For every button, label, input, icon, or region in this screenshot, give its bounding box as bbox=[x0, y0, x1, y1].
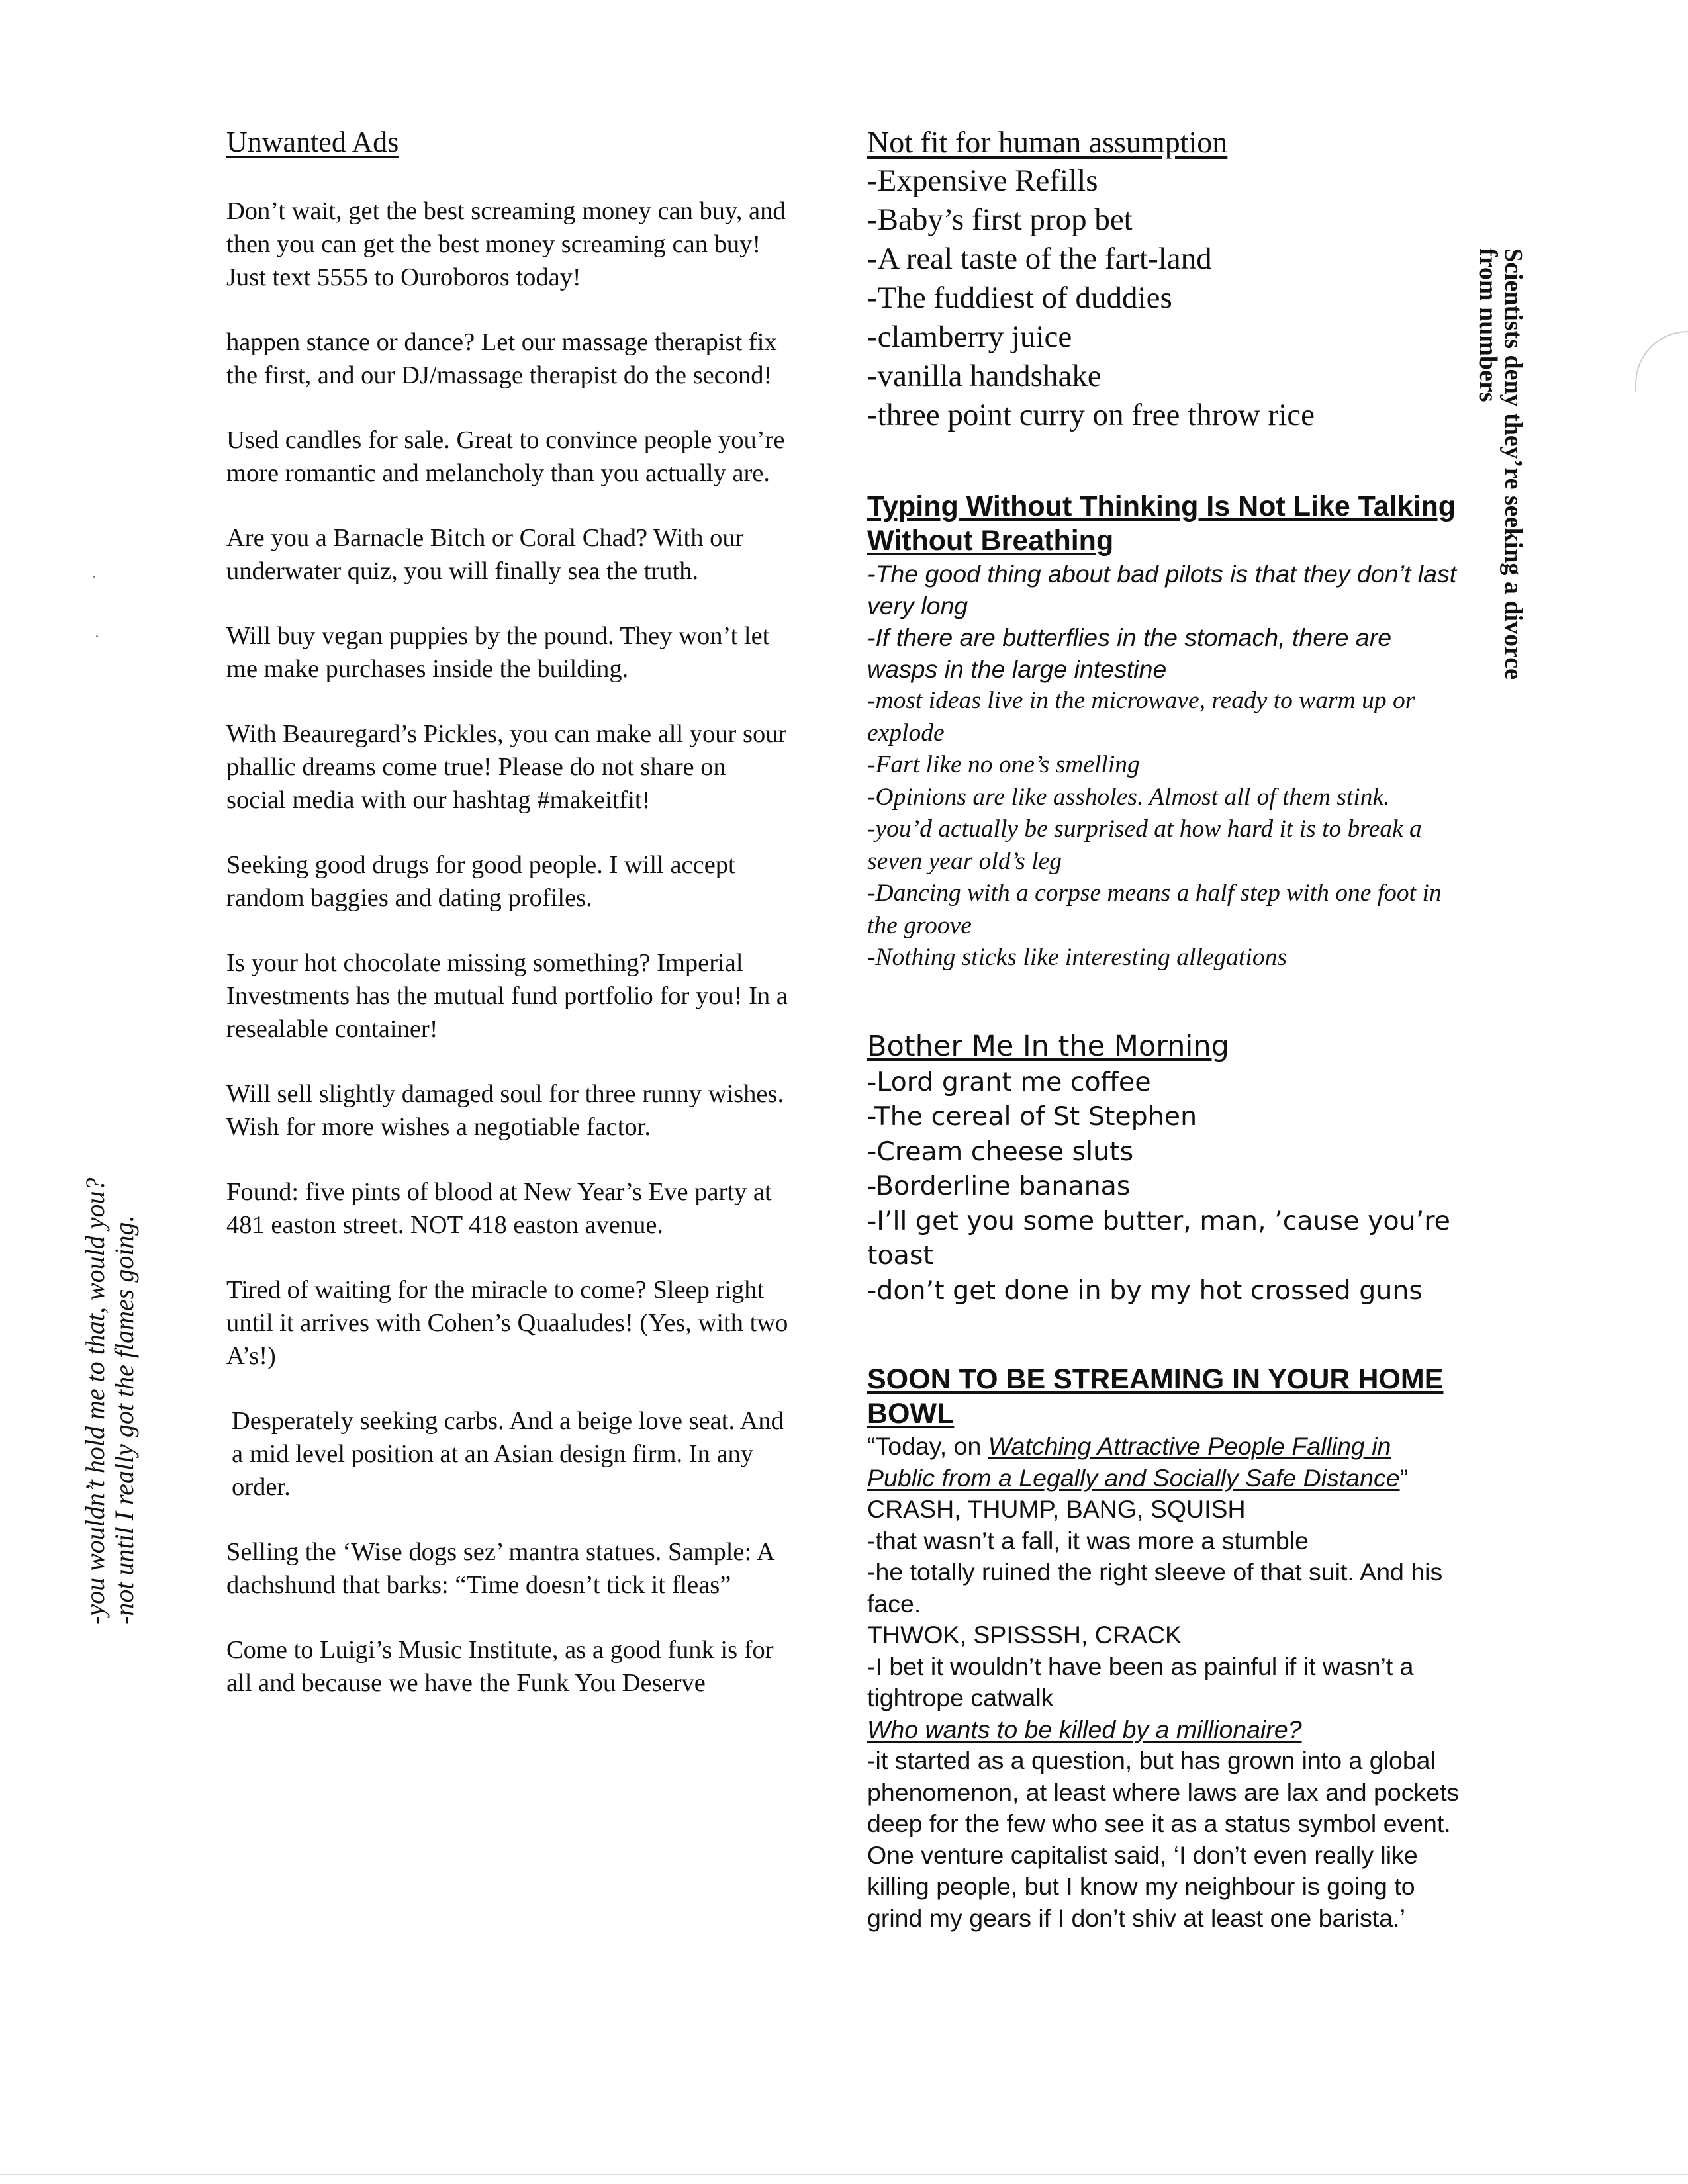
ad-item: Used candles for sale. Great to convince people you’re more romantic and melancholy than you actually are. bbox=[226, 426, 785, 487]
ad-item: Are you a Barnacle Bitch or Coral Chad? With our underwater quiz, you will finally sea the truth. bbox=[226, 524, 744, 585]
side-note-left bbox=[81, 1177, 139, 1625]
list-item: -Fart like no one’s smelling bbox=[867, 751, 1140, 778]
streaming-intro bbox=[867, 1431, 1463, 1494]
unwanted-ads-heading: Unwanted Ads bbox=[226, 126, 399, 158]
ad-item: Will sell slightly damaged soul for three runny wishes. Wish for more wishes a negotiable factor. bbox=[226, 1080, 784, 1141]
list-item: -If there are butterflies in the stomach, there are wasps in the large intestine bbox=[867, 623, 1392, 683]
streaming-line: CRASH, THUMP, BANG, SQUISH bbox=[867, 1495, 1246, 1523]
ad-item: With Beauregard’s Pickles, you can make all your sour phallic dreams come true! Please do not share on social media with our hashtag #makeitfit! bbox=[226, 720, 787, 814]
side-note-line: from numbers bbox=[1474, 248, 1502, 402]
list-item: -vanilla handshake bbox=[867, 359, 1102, 393]
streaming-line: -he totally ruined the right sleeve of that suit. And his face. bbox=[867, 1558, 1443, 1617]
side-note-right bbox=[1476, 248, 1526, 680]
list-item: -clamberry juice bbox=[867, 320, 1072, 354]
list-item: -most ideas live in the microwave, ready to warm up or explode bbox=[867, 687, 1415, 747]
streaming-heading: SOON TO BE STREAMING IN YOUR HOME BOWL bbox=[867, 1363, 1444, 1430]
right-column bbox=[867, 122, 1463, 1934]
list-item: -you’d actually be surprised at how hard it is to break a seven year old’s leg bbox=[867, 815, 1422, 875]
morning-heading: Bother Me In the Morning bbox=[867, 1029, 1229, 1063]
list-item: -Baby’s first prop bet bbox=[867, 203, 1133, 237]
assumption-section bbox=[867, 122, 1463, 435]
show-title: Who wants to be killed by a millionaire? bbox=[867, 1715, 1302, 1743]
list-item: -The cereal of St Stephen bbox=[867, 1101, 1197, 1132]
ad-item: Don’t wait, get the best screaming money can buy, and then you can get the best money screaming can buy! Just text 5555 to Ouroboros today! bbox=[226, 197, 786, 291]
list-item: -Opinions are like assholes. Almost all of them stink. bbox=[867, 783, 1390, 811]
ad-item: Is your hot chocolate missing something? Imperial Investments has the mutual fund portfolio for you! In a resealable container! bbox=[226, 949, 788, 1043]
side-note-line: -you wouldn’t hold me to that, would you? bbox=[80, 1177, 110, 1625]
scan-speck bbox=[96, 635, 98, 637]
list-item: -don’t get done in by my hot crossed guns bbox=[867, 1275, 1423, 1306]
streaming-line: -I bet it wouldn’t have been as painful if it wasn’t a tightrope catwalk bbox=[867, 1652, 1414, 1711]
side-note-line: -not until I really got the flames going. bbox=[109, 1215, 139, 1625]
list-item: -Dancing with a corpse means a half step with one foot in the groove bbox=[867, 880, 1442, 939]
ad-item: Seeking good drugs for good people. I will accept random baggies and dating profiles. bbox=[226, 851, 735, 912]
streaming-line: -that wasn’t a fall, it was more a stumble bbox=[867, 1526, 1309, 1555]
list-item: -Cream cheese sluts bbox=[867, 1136, 1134, 1167]
list-item: -The fuddiest of duddies bbox=[867, 281, 1172, 315]
typing-heading: Typing Without Thinking Is Not Like Talking Without Breathing bbox=[867, 490, 1456, 557]
list-item: -The good thing about bad pilots is that they don’t last very long bbox=[867, 560, 1457, 619]
list-item: -three point curry on free throw rice bbox=[867, 398, 1315, 432]
list-item: -A real taste of the fart-land bbox=[867, 242, 1212, 276]
streaming-line: -it started as a question, but has grown into a global phenomenon, at least where laws are lax and pockets deep for the few who see it as a status symbol event. One venture capitalist said, ‘I don’t even really like killing people, but I know my neighbour is going to grind my gears if I don’t shiv at least one barista.’ bbox=[867, 1747, 1460, 1932]
side-note-line: Scientists deny they’re seeking a divorce bbox=[1499, 248, 1527, 680]
list-item: -Expensive Refills bbox=[867, 163, 1098, 198]
show-title: Watching Attractive People Falling in Public from a Legally and Socially Safe Distance bbox=[867, 1432, 1400, 1492]
morning-section bbox=[867, 1028, 1463, 1308]
list-item: -Lord grant me coffee bbox=[867, 1066, 1151, 1097]
streaming-line: THWOK, SPISSSH, CRACK bbox=[867, 1621, 1182, 1649]
scan-edge bbox=[0, 2174, 1688, 2175]
list-item: -Borderline bananas bbox=[867, 1171, 1131, 1201]
ad-item: Come to Luigi’s Music Institute, as a good funk is for all and because we have the Funk You Deserve bbox=[226, 1636, 774, 1697]
list-item: -Nothing sticks like interesting allegations bbox=[867, 944, 1287, 971]
ad-item: happen stance or dance? Let our massage therapist fix the first, and our DJ/massage therapist do the second! bbox=[226, 328, 777, 389]
scan-speck bbox=[93, 576, 95, 578]
typing-section bbox=[867, 489, 1463, 974]
ad-item: Found: five pints of blood at New Year’s Eve party at 481 easton street. NOT 418 easton avenue. bbox=[226, 1178, 772, 1239]
assumption-heading: Not fit for human assumption bbox=[867, 125, 1228, 159]
streaming-section bbox=[867, 1362, 1463, 1934]
intro-close: ” bbox=[1399, 1463, 1409, 1492]
intro-open: “Today, on bbox=[867, 1432, 988, 1460]
ad-item: Will buy vegan puppies by the pound. They won’t let me make purchases inside the building. bbox=[226, 622, 770, 683]
unwanted-ads-column bbox=[226, 126, 789, 1731]
scan-artifact bbox=[1635, 331, 1688, 392]
ad-item: Tired of waiting for the miracle to come? Sleep right until it arrives with Cohen’s Quaaludes! (Yes, with two A’s!) bbox=[226, 1276, 788, 1370]
ads-list bbox=[226, 195, 789, 1700]
ad-item: Desperately seeking carbs. And a beige love seat. And a mid level position at an Asian design firm. In any order. bbox=[232, 1407, 784, 1501]
ad-item: Selling the ‘Wise dogs sez’ mantra statues. Sample: A dachshund that barks: “Time doesn’t tick it fleas” bbox=[226, 1538, 774, 1599]
list-item: -I’ll get you some butter, man, ’cause you’re toast bbox=[867, 1205, 1450, 1271]
